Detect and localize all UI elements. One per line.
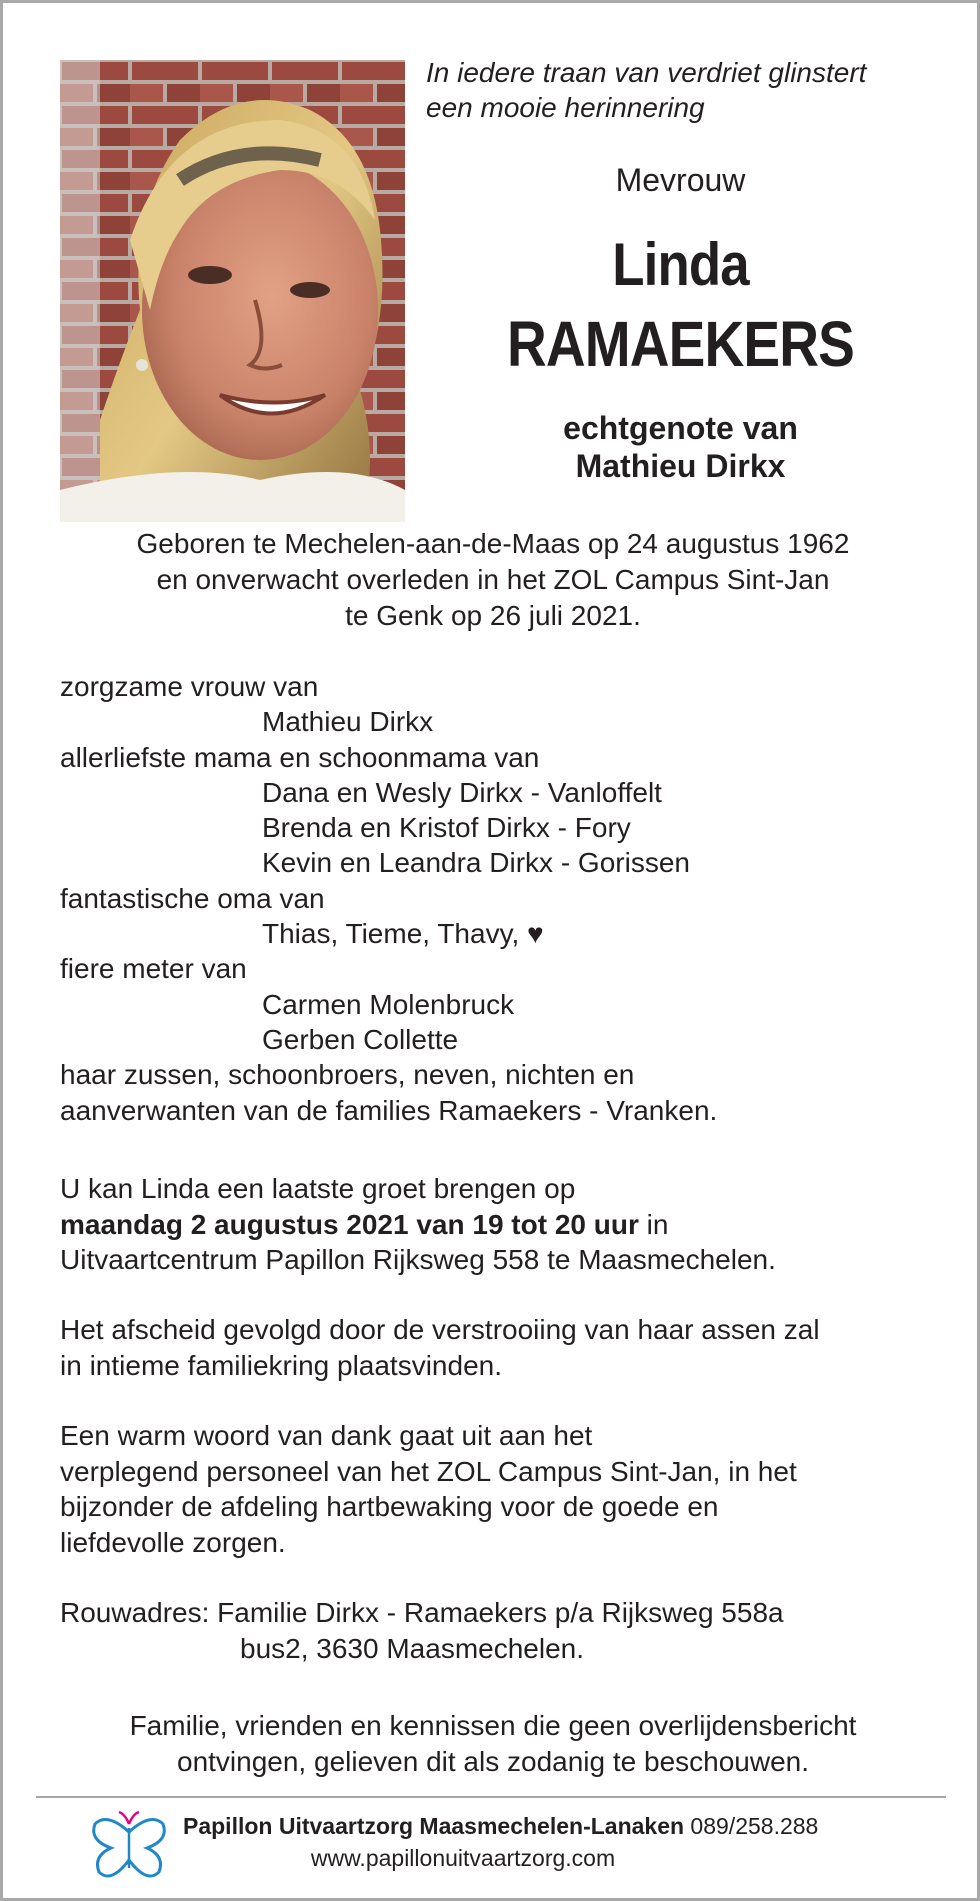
funeral-home-phone: 089/258.288 (684, 1813, 819, 1839)
family-line: fantastische oma van (60, 882, 325, 914)
spouse-heading (423, 409, 938, 485)
visitation-line-1: U kan Linda een laatste groet brengen op (60, 1173, 576, 1204)
farewell-line-1: Het afscheid gevolgd door de verstrooiing van haar assen zal (60, 1314, 820, 1345)
funeral-home-name: Papillon Uitvaartzorg Maasmechelen-Lanaken (183, 1813, 685, 1839)
family-line: allerliefste mama en schoonmama van (60, 741, 540, 773)
visitation-date: maandag 2 augustus 2021 van 19 tot 20 uur (60, 1208, 639, 1240)
first-name: Linda (612, 231, 749, 298)
closing-line-1: Familie, vrienden en kennissen die geen overlijdensbericht (129, 1710, 857, 1741)
closing-notice (43, 1708, 943, 1780)
farewell-text (60, 1312, 940, 1383)
family-line: fiere meter van (60, 953, 247, 985)
family-line: aanverwanten van de families Ramaekers - Vranken. (60, 1094, 718, 1126)
butterfly-icon (89, 1810, 169, 1884)
address-line-1: Rouwadres: Familie Dirkx - Ramaekers p/a Rijksweg 558a (60, 1597, 784, 1628)
quote-line-2: een mooie herinnering (426, 92, 705, 123)
honorific: Mevrouw (615, 162, 746, 198)
closing-line-2: ontvingen, gelieven dit als zodanig te beschouwen. (177, 1746, 809, 1777)
family-line: Gerben Collette (262, 1023, 459, 1055)
family-line: Brenda en Kristof Dirkx - Fory (262, 812, 631, 844)
funeral-home-info (183, 1811, 943, 1841)
birth-death-text (43, 526, 943, 634)
family-list (60, 669, 940, 1128)
memorial-quote (426, 55, 946, 125)
visitation-line-2 (60, 1207, 940, 1243)
visitation-date-suffix: in (638, 1208, 669, 1240)
thanks-line-2: verplegend personeel van het ZOL Campus Sint-Jan, in het (60, 1455, 797, 1487)
thanks-text (60, 1418, 940, 1560)
footer-divider (36, 1796, 946, 1798)
spouse-line-1: echtgenote van (563, 410, 798, 446)
farewell-line-2: in intieme familiekring plaatsvinden. (60, 1349, 502, 1381)
portrait-photo (60, 60, 405, 522)
family-line: Carmen Molenbruck (262, 988, 515, 1020)
quote-line-1: In iedere traan van verdriet glinstert (426, 57, 867, 88)
thanks-line-3: bijzonder de afdeling hartbewaking voor de goede en (60, 1491, 719, 1522)
visitation-text (60, 1171, 940, 1278)
address-line-2: bus2, 3630 Maasmechelen. (240, 1632, 584, 1664)
birth-line-2: en onverwacht overleden in het ZOL Campus Sint-Jan (156, 564, 830, 595)
birth-line-1: Geboren te Mechelen-aan-de-Maas op 24 augustus 1962 (136, 528, 850, 559)
birth-line-3: te Genk op 26 juli 2021. (345, 600, 641, 631)
mourning-address (60, 1595, 940, 1666)
funeral-home-website[interactable]: www.papillonuitvaartzorg.com (310, 1845, 616, 1871)
portrait-illustration (60, 60, 405, 522)
thanks-line-1: Een warm woord van dank gaat uit aan het (60, 1420, 593, 1451)
thanks-line-4: liefdevolle zorgen. (60, 1526, 286, 1558)
family-line: Dana en Wesly Dirkx - Vanloffelt (262, 776, 662, 808)
family-line: haar zussen, schoonbroers, neven, nichten en (60, 1059, 635, 1091)
visitation-line-3: Uitvaartcentrum Papillon Rijksweg 558 te Maasmechelen. (60, 1244, 776, 1275)
last-name: RAMAEKERS (507, 308, 854, 380)
spouse-line-2: Mathieu Dirkx (575, 448, 786, 484)
family-line: Thias, Tieme, Thavy, ♥ (262, 918, 544, 950)
family-line: Mathieu Dirkx (262, 706, 434, 738)
family-line: Kevin en Leandra Dirkx - Gorissen (262, 847, 690, 879)
family-line: zorgzame vrouw van (60, 671, 319, 702)
